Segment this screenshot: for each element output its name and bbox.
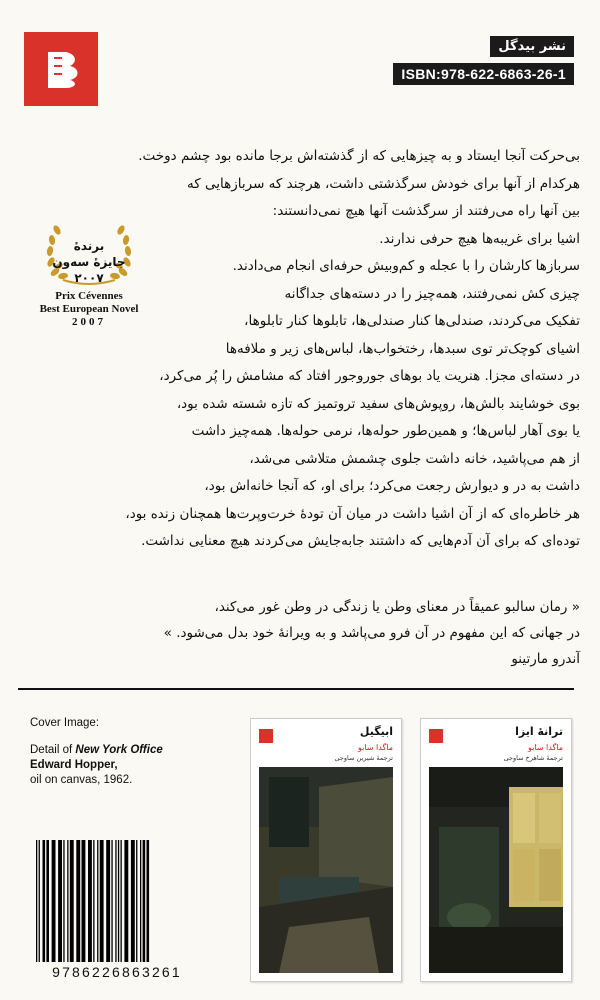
excerpt-line: بی‌حرکت آنجا ایستاد و به چیزهایی که از گذشته‌اش برجا مانده بود چشم دوخت.	[138, 148, 580, 164]
award-category: Best European Novel	[39, 303, 139, 315]
barcode-bar	[136, 840, 137, 962]
excerpt-line: هرکدام از آنها برای خودش سرگذشتی داشت، هرچند که سربازهایی که	[187, 175, 580, 192]
excerpt-line: بوی خوشایند بالش‌ها، روپوش‌های سفید تروتمیز که تازه شسته شده بود،	[176, 395, 580, 412]
award-title-persian	[22, 238, 156, 286]
award-line-2: جایزهٔ سه‌ون	[52, 255, 126, 269]
excerpt-line: اشیا برای غریبه‌ها هیچ حرفی ندارند.	[379, 230, 580, 247]
barcode-bar	[124, 840, 128, 962]
cover-credit-detail	[30, 743, 190, 758]
excerpt-line: از هم می‌پاشید، خانه داشت جلوی چشمش متلاشی می‌شد،	[249, 450, 580, 467]
book-translator: ترجمهٔ شیرین ساوجی	[334, 754, 393, 762]
excerpt-line: در دسته‌ای مجزا. هنریت یاد بوهای جوروجور افتاد که مشامش را پُر می‌کرد،	[159, 368, 580, 384]
cover-credit-medium: oil on canvas, 1962.	[30, 774, 133, 786]
divider	[18, 688, 574, 690]
barcode-bar	[147, 840, 150, 962]
quote-line: در جهانی که این مفهوم در آن فرو می‌پاشد و به ویرانهٔ خود بدل می‌شود. »	[163, 625, 580, 641]
barcode-bar	[43, 840, 46, 962]
quote-line: « رمان سالبو عمیقاً در معنای وطن یا زندگی در وطن غور می‌کند،	[214, 599, 580, 615]
barcode-bar	[93, 840, 94, 962]
review-quote	[40, 594, 580, 672]
barcode-bar	[70, 840, 74, 962]
barcode-bar	[67, 840, 68, 962]
barcode-bar	[36, 840, 37, 962]
barcode-bar	[106, 840, 110, 962]
book-author: ماگدا سابو	[358, 743, 393, 752]
award-badge	[22, 218, 156, 329]
book-publisher-logo-icon	[429, 729, 443, 743]
barcode-bar	[131, 840, 135, 962]
cover-credit-artist: Edward Hopper,	[30, 759, 118, 771]
barcode-bar	[115, 840, 116, 962]
barcode-bar	[121, 840, 122, 962]
barcode-bar	[76, 840, 80, 962]
barcode-bar	[118, 840, 119, 962]
barcode-bar	[63, 840, 64, 962]
book-author: ماگدا سابو	[528, 743, 563, 752]
publisher-logo-icon	[24, 32, 98, 106]
excerpt-line: بین آنها راه می‌رفتند از سرگذشت آنها هیچ نمی‌دانستند:	[272, 203, 580, 219]
quote-author: آندرو مارتینو	[511, 651, 580, 667]
award-prize: Prix Cévennes	[55, 290, 123, 302]
award-year: 2007	[72, 316, 106, 328]
barcode-digits: 9786226863261	[52, 964, 182, 980]
excerpt-line: داشت به در و دیوارش رجعت می‌کرد؛ برای او، که آنجا خانه‌اش بود،	[204, 478, 580, 494]
barcode-bar	[82, 840, 86, 962]
book-title: ابیگیل	[359, 725, 393, 738]
cover-credit-prefix: Detail of	[30, 744, 76, 756]
excerpt-line: تفکیک می‌کردند، صندلی‌ها کنار صندلی‌ها، تابلوها کنار تابلوها،	[244, 313, 580, 329]
barcode-bar	[97, 840, 98, 962]
book-excerpt	[125, 143, 580, 556]
barcode-bar	[46, 840, 49, 962]
book-cover-painting	[259, 767, 393, 973]
book-translator: ترجمهٔ شاهرخ ساوجی	[503, 754, 563, 762]
award-title-english	[22, 290, 156, 329]
publisher-name: نشر بیدگل	[490, 36, 574, 57]
barcode-bar	[88, 840, 92, 962]
excerpt-line: هر خاطره‌ای که از آن اشیا داشت در میان آن تودهٔ خرت‌وپرت‌ها همچنان زنده بود،	[125, 505, 580, 522]
barcode-bars	[32, 840, 202, 962]
isbn-label: ISBN:978-622-6863-26-1	[393, 63, 574, 85]
barcode-bar	[143, 840, 146, 962]
cover-credit	[30, 716, 190, 788]
cover-credit-artwork: New York Office	[75, 744, 163, 756]
award-line-3: ۲۰۰۷	[74, 271, 104, 285]
barcode-bar	[58, 840, 62, 962]
barcode-bar	[111, 840, 112, 962]
related-book-cover	[420, 718, 572, 982]
cover-credit-heading: Cover Image:	[30, 717, 100, 729]
excerpt-line: سربازها کارشان را با عجله و کم‌وبیش حرفه‌ای انجام می‌دادند.	[232, 258, 580, 274]
barcode	[32, 840, 202, 980]
award-line-1: برندهٔ	[73, 239, 105, 253]
barcode-bar	[140, 840, 141, 962]
book-title: ترانهٔ ایزا	[515, 725, 563, 738]
barcode-bar	[100, 840, 104, 962]
barcode-bar	[39, 840, 40, 962]
book-cover-painting	[429, 767, 563, 973]
book-publisher-logo-icon	[259, 729, 273, 743]
excerpt-line: توده‌ای که برای آن آدم‌هایی که داشتند جابه‌جایش می‌کردند هیچ معنایی نداشت.	[141, 533, 580, 549]
excerpt-line: چیزی کش نمی‌رفتند، همه‌چیز را در دسته‌های جداگانه	[284, 285, 580, 302]
excerpt-line: اشیای کوچک‌تر توی سبدها، رختخواب‌ها، لباس‌های زیر و ملافه‌ها	[225, 340, 580, 357]
excerpt-line: یا بوی آهار لباس‌ها؛ و همین‌طور حوله‌ها، نرمی حوله‌ها. همه‌چیز داشت	[191, 423, 580, 439]
publisher-logo	[24, 32, 98, 106]
barcode-bar	[52, 840, 56, 962]
related-book-cover	[250, 718, 402, 982]
